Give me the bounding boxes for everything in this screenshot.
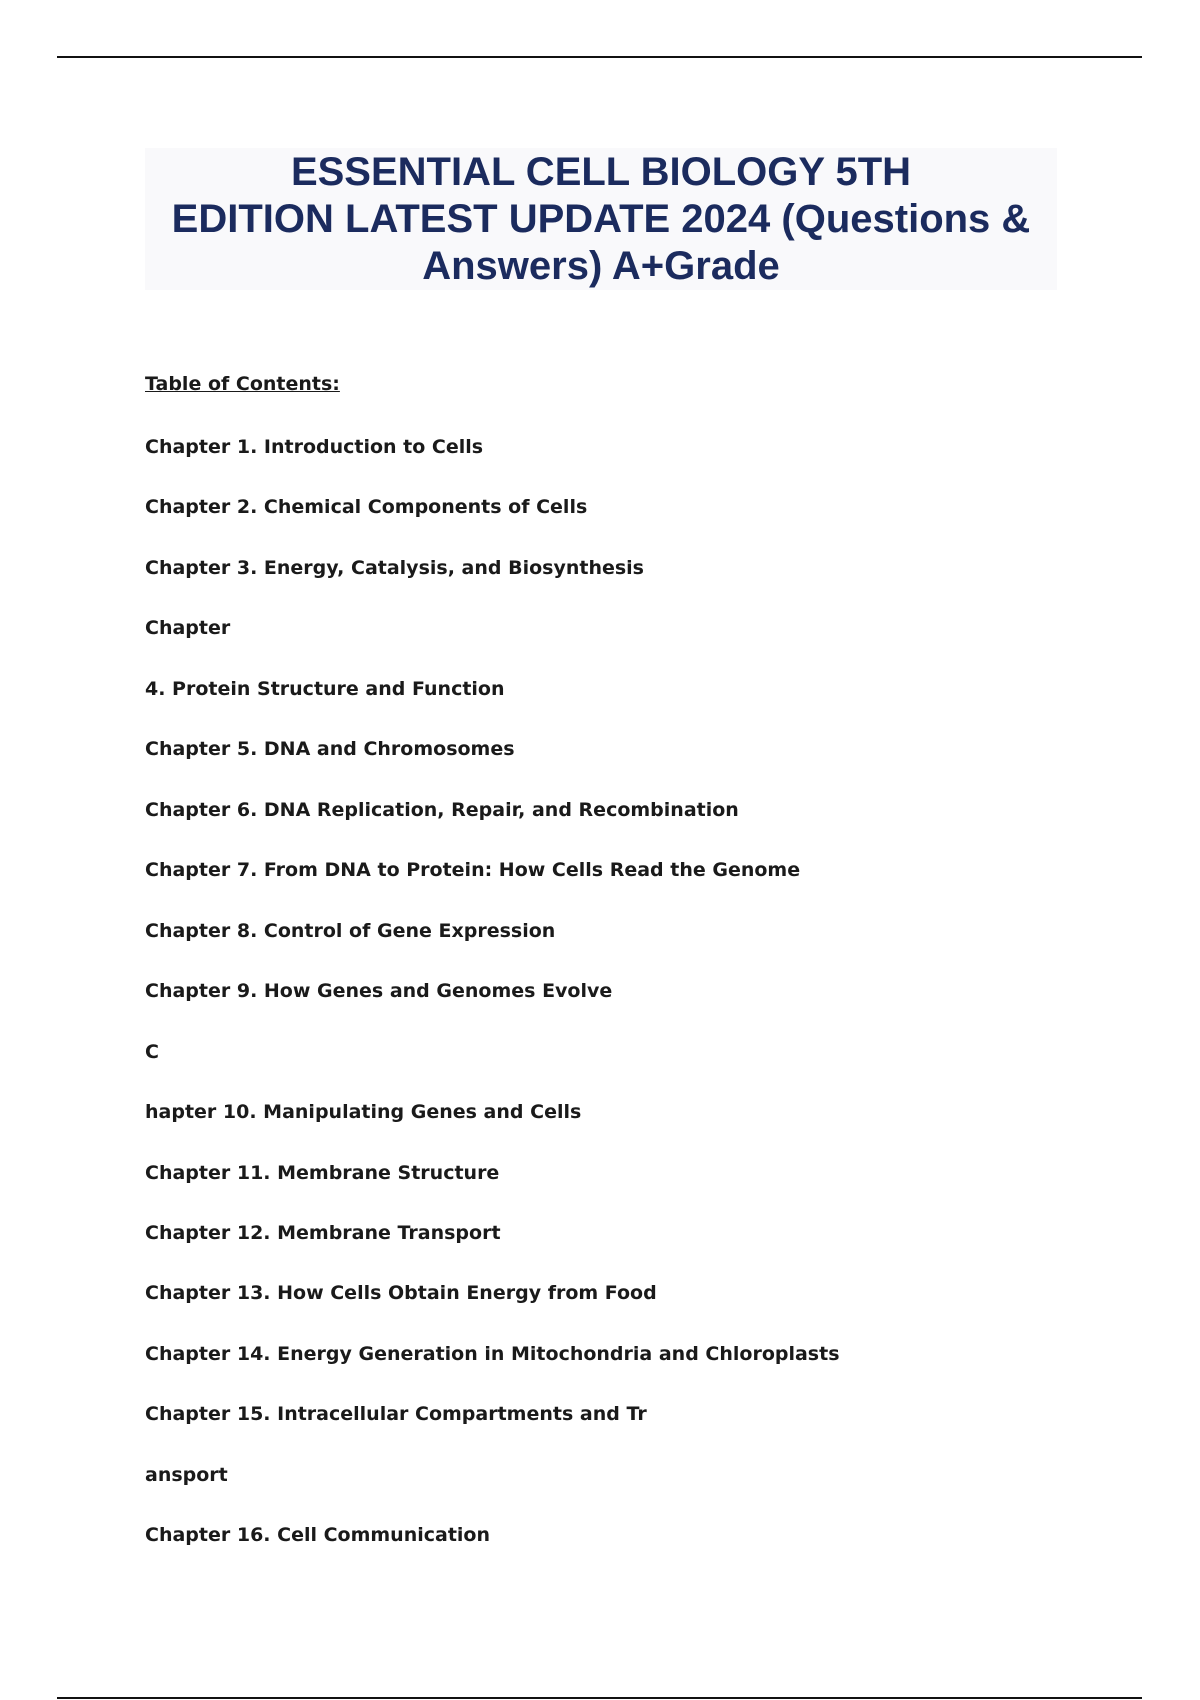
- toc-item: hapter 10. Manipulating Genes and Cells: [145, 1101, 582, 1123]
- toc-item: Chapter 12. Membrane Transport: [145, 1222, 501, 1244]
- toc-item: 4. Protein Structure and Function: [145, 678, 505, 700]
- toc-item: Chapter: [145, 617, 231, 639]
- toc-item: Chapter 1. Introduction to Cells: [145, 436, 484, 458]
- toc-item: C: [145, 1041, 159, 1063]
- title-banner: [145, 148, 1057, 290]
- toc-item: Chapter 11. Membrane Structure: [145, 1162, 500, 1184]
- title-line-3: Answers) A+Grade: [422, 243, 780, 288]
- toc-item: Chapter 7. From DNA to Protein: How Cells Read the Genome: [145, 859, 801, 881]
- toc-item: Chapter 5. DNA and Chromosomes: [145, 738, 515, 760]
- toc-item: Chapter 3. Energy, Catalysis, and Biosynthesis: [145, 557, 644, 579]
- bottom-rule: [57, 1697, 1142, 1699]
- toc-heading: Table of Contents:: [145, 373, 340, 395]
- toc-item: Chapter 14. Energy Generation in Mitochondria and Chloroplasts: [145, 1343, 840, 1365]
- top-rule: [57, 56, 1142, 58]
- toc-item: Chapter 8. Control of Gene Expression: [145, 920, 556, 942]
- toc-item: Chapter 6. DNA Replication, Repair, and Recombination: [145, 799, 739, 821]
- toc-item: Chapter 2. Chemical Components of Cells: [145, 496, 588, 518]
- toc-item: Chapter 16. Cell Communication: [145, 1524, 491, 1546]
- toc-item: Chapter 9. How Genes and Genomes Evolve: [145, 980, 613, 1002]
- title-line-2: EDITION LATEST UPDATE 2024 (Questions &: [171, 196, 1031, 241]
- document-title: [145, 149, 1057, 290]
- toc-item: ansport: [145, 1464, 228, 1486]
- toc-item: Chapter 15. Intracellular Compartments and Tr: [145, 1403, 647, 1425]
- toc-item: Chapter 13. How Cells Obtain Energy from Food: [145, 1282, 657, 1304]
- title-line-1: ESSENTIAL CELL BIOLOGY 5TH: [290, 149, 912, 194]
